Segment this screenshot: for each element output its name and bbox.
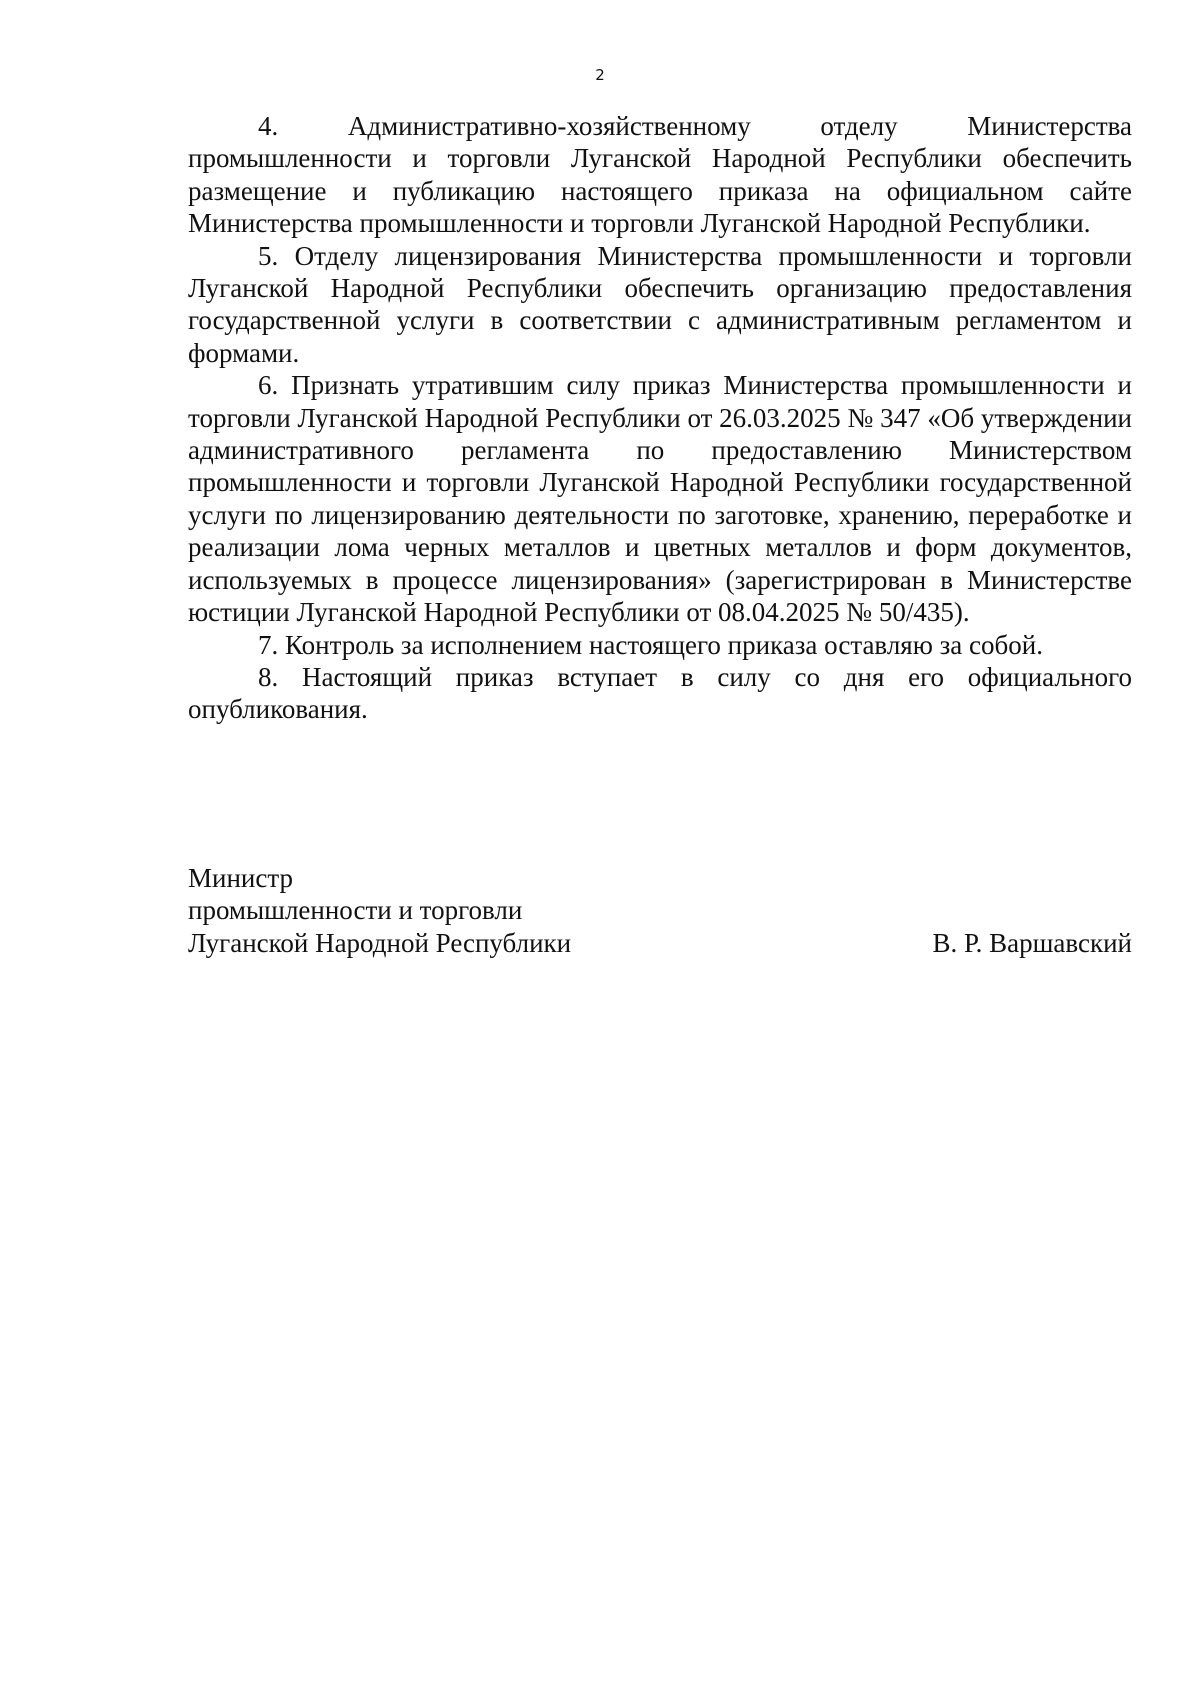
paragraph-7: 7. Контроль за исполнением настоящего приказа оставляю за собой. — [258, 629, 1043, 660]
paragraph-4: 4. Административно-хозяйственному отделу Министерства промышленности и торговли Луганской Народной Республики обеспечить размещение и публикацию настоящего приказа на официальном сайте Министерства промышленности и торговли Луганской Народной Республики. — [188, 111, 1132, 239]
signatory-position-line3: Луганской Народной Республики — [188, 927, 572, 958]
signatory-position-line2: промышленности и торговли — [188, 895, 523, 926]
signatory-position-line1: Министр — [188, 863, 293, 893]
page-number: 2 — [595, 66, 605, 84]
signatory-name: В. Р. Варшавский — [932, 927, 1132, 958]
document-body — [188, 110, 1132, 726]
signature-block — [188, 862, 1132, 959]
paragraph-6: 6. Признать утратившим силу приказ Министерства промышленности и торговли Луганской Народной Республики от 26.03.2025 № 347 «Об утверждении административного регламента по предоставлению Министерством промышленности и торговли Луганской Народной Республики государственной услуги по лицензированию деятельности по заготовке, хранению, переработке и реализации лома черных металлов и цветных металлов и форм документов, используемых в процессе лицензирования» (зарегистрирован в Министерстве юстиции Луганской Народной Республики от 08.04.2025 № 50/435). — [188, 370, 1132, 628]
paragraph-8: 8. Настоящий приказ вступает в силу со дня его официального опубликования. — [188, 661, 1132, 725]
signature-row — [188, 927, 1132, 959]
paragraph-5: 5. Отделу лицензирования Министерства промышленности и торговли Луганской Народной Республики обеспечить организацию предоставления государственной услуги в соответствии с административным регламентом и формами. — [188, 240, 1132, 368]
